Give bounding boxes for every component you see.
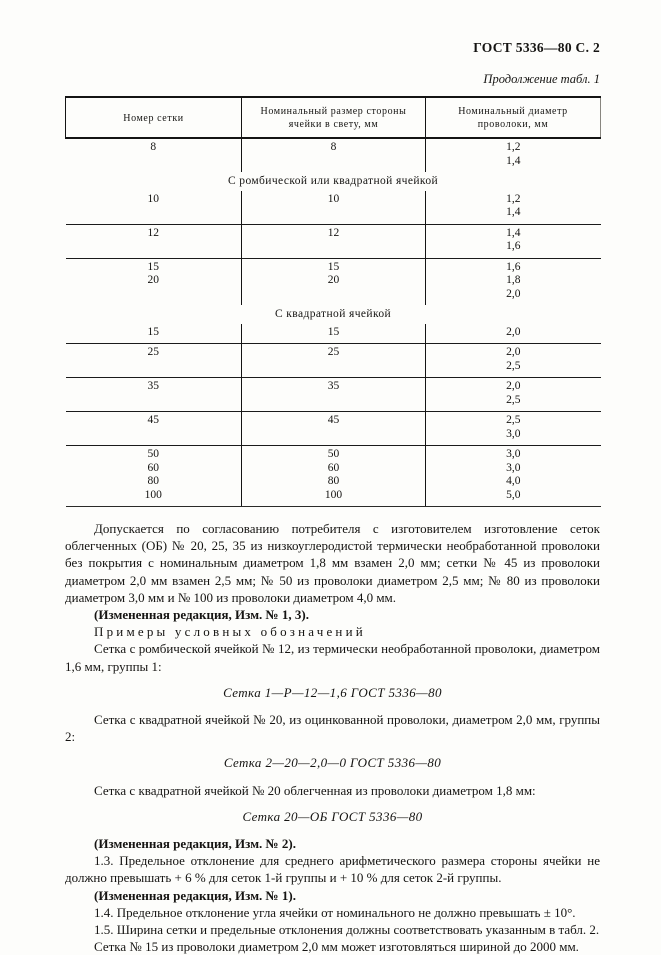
amendment-note: (Измененная редакция, Изм. № 1). (94, 887, 296, 903)
cell-value: 20 (327, 274, 340, 286)
cell-value: 100 (324, 488, 343, 501)
paragraph-clause-1-3: 1.3. Предельное отклонение для среднего арифметического размера стороны ячейки не должно превышать + 6 % для сеток 1-й группы и + 10 % для сеток 2-й группы. (65, 853, 600, 886)
table-header-row (66, 97, 601, 138)
cell-value: 15 (327, 325, 340, 338)
mesh-number-cell (66, 378, 242, 412)
cell-value: 2,5 (506, 393, 521, 406)
table-data-row (66, 324, 601, 344)
wire-diameter-cell (426, 324, 601, 344)
cell-size-cell (242, 446, 426, 507)
cell-value: 15 (327, 260, 340, 273)
cell-value: 1,6 (506, 240, 521, 252)
cell-value: 2,5 (506, 414, 521, 426)
amendment-note: (Измененная редакция, Изм. № 2). (94, 836, 296, 852)
cell-size-cell (242, 324, 426, 344)
cell-value: 5,0 (506, 488, 521, 501)
cell-value: 25 (327, 346, 340, 358)
paragraph-example-3: Сетка с квадратной ячейкой № 20 облегченная из проволоки диаметром 1,8 мм: (94, 782, 536, 798)
cell-value: 3,0 (506, 461, 521, 474)
table-body (66, 138, 601, 507)
cell-value: 35 (147, 380, 159, 392)
cell-value: 20 (147, 274, 159, 286)
table-data-row (66, 446, 601, 507)
wire-diameter-cell (426, 378, 601, 412)
cell-value: 1,4 (506, 154, 521, 167)
cell-value: 25 (147, 346, 159, 358)
table-continuation-note: Продолжение табл. 1 (483, 72, 600, 86)
wire-diameter-cell (426, 412, 601, 446)
cell-size-cell (242, 412, 426, 446)
cell-value: 15 (147, 325, 159, 338)
cell-size-cell (242, 191, 426, 225)
cell-value: 2,0 (506, 325, 521, 338)
cell-size-cell (242, 224, 426, 258)
table-section-row (66, 172, 601, 191)
table-data-row (66, 224, 601, 258)
cell-value: 8 (330, 141, 337, 153)
paragraph-example-1: Сетка с ромбической ячейкой № 12, из термически необработанной проволоки, диаметром 1,6 мм, группы 1: (65, 641, 600, 674)
wire-diameter-cell (426, 191, 601, 225)
cell-value: 60 (327, 461, 340, 474)
mesh-number-cell (66, 138, 242, 172)
cell-size-cell (242, 378, 426, 412)
cell-value: 60 (147, 461, 159, 474)
document-reference: ГОСТ 5336—80 С. 2 (473, 40, 600, 55)
table-data-row (66, 191, 601, 225)
paragraph-clause-1-5: 1.5. Ширина сетки и предельные отклонения должны соответствовать указанным в табл. 2. (94, 922, 600, 938)
cell-value: 45 (147, 414, 159, 426)
cell-value: 12 (147, 226, 159, 239)
designation-formula-1: Сетка 1—Р—12—1,6 ГОСТ 5336—80 (223, 684, 442, 700)
table-data-row (66, 138, 601, 172)
mesh-dimensions-table (65, 96, 601, 507)
cell-value: 1,4 (506, 206, 521, 218)
paragraph-example-2: Сетка с квадратной ячейкой № 20, из оцинкованной проволоки, диаметром 2,0 мм, группы 2: (65, 712, 600, 745)
wire-diameter-cell (426, 138, 601, 172)
paragraph-clause-1-4: 1.4. Предельное отклонение угла ячейки от номинального не должно превышать ± 10°. (94, 904, 576, 920)
cell-value: 50 (147, 448, 159, 460)
wire-diameter-cell (426, 224, 601, 258)
cell-value: 1,8 (506, 274, 521, 286)
table-data-row (66, 412, 601, 446)
designation-formula-2: Сетка 2—20—2,0—0 ГОСТ 5336—80 (223, 755, 442, 771)
cell-value: 100 (144, 488, 162, 501)
cell-value: 80 (147, 475, 159, 487)
mesh-number-cell (66, 191, 242, 225)
column-header-mesh-number: Номер сетки (66, 97, 242, 138)
cell-size-cell (242, 344, 426, 378)
paragraph-lightweight-mesh-allowance: Допускается по согласованию потребителя с изготовителем изготовление сеток облегченных (ОБ) № 20, 25, 35 из низкоуглеродистой термически необработанной проволоки без покрытия с номинальным диаметром 1,8 мм взамен 2,0 мм; сетки № 45 из проволоки диаметром 2,0 мм взамен 2,5 мм; № 50 из проволоки диаметром 2,5 мм; № 80 из проволоки диаметром 3,0 мм и № 100 из проволоки диаметром 4,0 мм. (65, 521, 600, 605)
mesh-number-cell (66, 324, 242, 344)
wire-diameter-cell (426, 258, 601, 305)
cell-value: 2,0 (506, 287, 521, 300)
cell-value: 35 (327, 380, 340, 392)
cell-value: 1,2 (506, 141, 521, 153)
wire-diameter-cell (426, 344, 601, 378)
column-header-cell-size: Номинальный размер стороны ячейки в свету, мм (242, 97, 426, 138)
cell-value: 3,0 (506, 448, 521, 460)
cell-value: 45 (327, 414, 340, 426)
table-section-caption: С ромбической или квадратной ячейкой (227, 175, 439, 187)
amendment-note: (Измененная редакция, Изм. № 1, 3). (94, 607, 309, 623)
cell-value: 2,0 (506, 346, 521, 358)
mesh-number-cell (66, 412, 242, 446)
cell-value: 2,0 (506, 380, 521, 392)
mesh-number-cell (66, 258, 242, 305)
mesh-number-cell (66, 446, 242, 507)
cell-size-cell (242, 138, 426, 172)
cell-value: 50 (327, 448, 340, 460)
cell-value: 10 (147, 192, 159, 205)
cell-value: 12 (327, 226, 340, 239)
table-data-row (66, 344, 601, 378)
table-data-row (66, 378, 601, 412)
cell-value: 1,4 (506, 226, 521, 239)
examples-caption: Примеры условных обозначений (94, 624, 366, 640)
cell-value: 4,0 (506, 475, 521, 487)
wire-diameter-cell (426, 446, 601, 507)
table-data-row (66, 258, 601, 305)
mesh-number-cell (66, 344, 242, 378)
mesh-number-cell (66, 224, 242, 258)
cell-value: 1,6 (506, 260, 521, 273)
designation-formula-3: Сетка 20—ОБ ГОСТ 5336—80 (242, 808, 423, 824)
cell-value: 80 (327, 475, 340, 487)
paragraph-mesh-15-width: Сетка № 15 из проволоки диаметром 2,0 мм может изготовляться шириной до 2000 мм. (94, 939, 579, 955)
table-header (66, 97, 601, 138)
cell-size-cell (242, 258, 426, 305)
table-section-caption: С квадратной ячейкой (274, 308, 392, 320)
table-section-row (66, 305, 601, 324)
cell-value: 8 (150, 141, 157, 153)
cell-value: 1,2 (506, 192, 521, 205)
cell-value: 2,5 (506, 359, 521, 372)
column-header-wire-diameter: Номинальный диаметр проволоки, мм (426, 97, 601, 138)
cell-value: 3,0 (506, 427, 521, 440)
cell-value: 15 (147, 260, 159, 273)
document-text (65, 520, 600, 955)
cell-value: 10 (327, 192, 340, 205)
